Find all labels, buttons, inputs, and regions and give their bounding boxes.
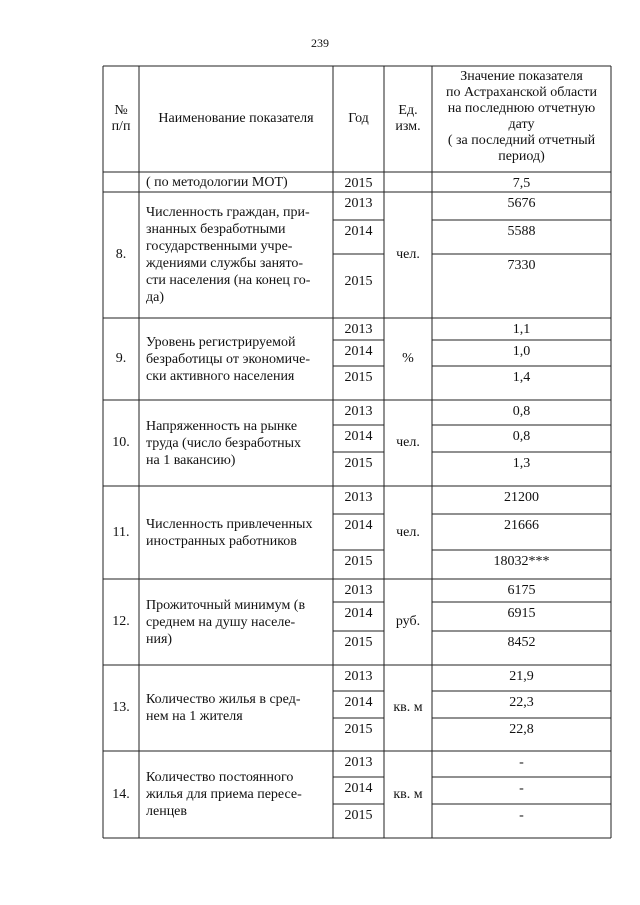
value-cell: - xyxy=(519,808,524,823)
value-cell: 0,8 xyxy=(512,404,531,419)
year-cell: 2013 xyxy=(344,755,373,770)
header-name: Наименование показателя xyxy=(158,111,314,126)
indicator-name: Напряженность на рынке труда (число безработных на 1 вакансию) xyxy=(146,418,301,468)
unit: кв. м xyxy=(393,786,423,802)
indicator-name: Уровень регистрируемой безработицы от экономиче- ски активного населения xyxy=(146,334,311,384)
unit: чел. xyxy=(396,435,420,450)
value-cell: 22,3 xyxy=(509,695,534,710)
value-cell: 1,4 xyxy=(512,370,531,385)
value-cell: 6175 xyxy=(507,583,536,598)
indicator-name: Численность граждан, при- знанных безработными государственными учре- ждениями службы занято- сти населения (на конец го- да) xyxy=(146,205,311,305)
row-number: 9. xyxy=(115,351,127,366)
year-cell: 2013 xyxy=(344,583,373,598)
year-cell: 2015 xyxy=(344,456,373,471)
year-cell: 2014 xyxy=(344,224,373,239)
header-unit: Ед. изм. xyxy=(395,103,421,134)
year-cell: 2014 xyxy=(344,781,373,796)
value-cell: 7,5 xyxy=(512,176,531,191)
year-cell: 2015 xyxy=(344,722,373,737)
year-cell: 2014 xyxy=(344,344,373,359)
year-cell: 2015 xyxy=(344,635,373,650)
header-year: Год xyxy=(348,111,369,126)
year-cell: 2015 xyxy=(344,176,373,191)
value-cell: 5676 xyxy=(507,196,536,211)
year-cell: 2015 xyxy=(344,554,373,569)
unit: % xyxy=(402,351,414,366)
row-number: 11. xyxy=(112,524,130,540)
page-number: 239 xyxy=(311,36,329,50)
value-cell: 6915 xyxy=(507,606,536,621)
value-cell: 1,1 xyxy=(512,322,531,337)
value-cell: 22,8 xyxy=(509,722,534,737)
header-num: № п/п xyxy=(111,103,131,134)
unit: чел. xyxy=(396,524,420,540)
indicator-name: Численность привлеченных иностранных работников xyxy=(146,516,313,549)
header-value: Значение показателя по Астраханской области на последнюю отчетную дату ( за последний отчетный период) xyxy=(445,69,598,164)
row-number: 8. xyxy=(115,247,127,262)
row-number: 12. xyxy=(112,614,130,629)
year-cell: 2013 xyxy=(344,404,373,419)
indicator-name: ( по методологии МОТ) xyxy=(146,174,288,190)
unit: руб. xyxy=(395,614,421,629)
value-cell: 8452 xyxy=(507,635,536,650)
value-cell: 21666 xyxy=(504,518,539,533)
value-cell: 21,9 xyxy=(509,669,534,684)
indicator-name: Количество постоянного жилья для приема пересе- ленцев xyxy=(146,770,302,819)
year-cell: 2015 xyxy=(344,274,373,289)
row-number: 14. xyxy=(112,786,130,802)
value-cell: - xyxy=(519,755,524,770)
year-cell: 2013 xyxy=(344,322,373,337)
year-cell: 2013 xyxy=(344,490,373,505)
year-cell: 2014 xyxy=(344,518,373,533)
year-cell: 2015 xyxy=(344,808,373,823)
unit: чел. xyxy=(396,247,420,262)
indicator-name: Количество жилья в сред- нем на 1 жителя xyxy=(146,692,301,724)
value-cell: 21200 xyxy=(504,490,539,505)
row-number: 13. xyxy=(112,700,130,715)
value-cell: 5588 xyxy=(507,224,536,239)
year-cell: 2013 xyxy=(344,669,373,684)
indicator-name: Прожиточный минимум (в среднем на душу населе- ния) xyxy=(146,597,306,647)
value-cell: 18032*** xyxy=(493,554,550,569)
value-cell: 1,3 xyxy=(512,456,531,471)
year-cell: 2015 xyxy=(344,370,373,385)
unit: кв. м xyxy=(393,700,423,715)
year-cell: 2014 xyxy=(344,429,373,444)
year-cell: 2014 xyxy=(344,695,373,710)
value-cell: - xyxy=(519,781,524,796)
value-cell: 0,8 xyxy=(512,429,531,444)
year-cell: 2013 xyxy=(344,196,373,211)
year-cell: 2014 xyxy=(344,606,373,621)
value-cell: 1,0 xyxy=(512,344,531,359)
value-cell: 7330 xyxy=(507,258,536,273)
row-number: 10. xyxy=(112,435,130,450)
